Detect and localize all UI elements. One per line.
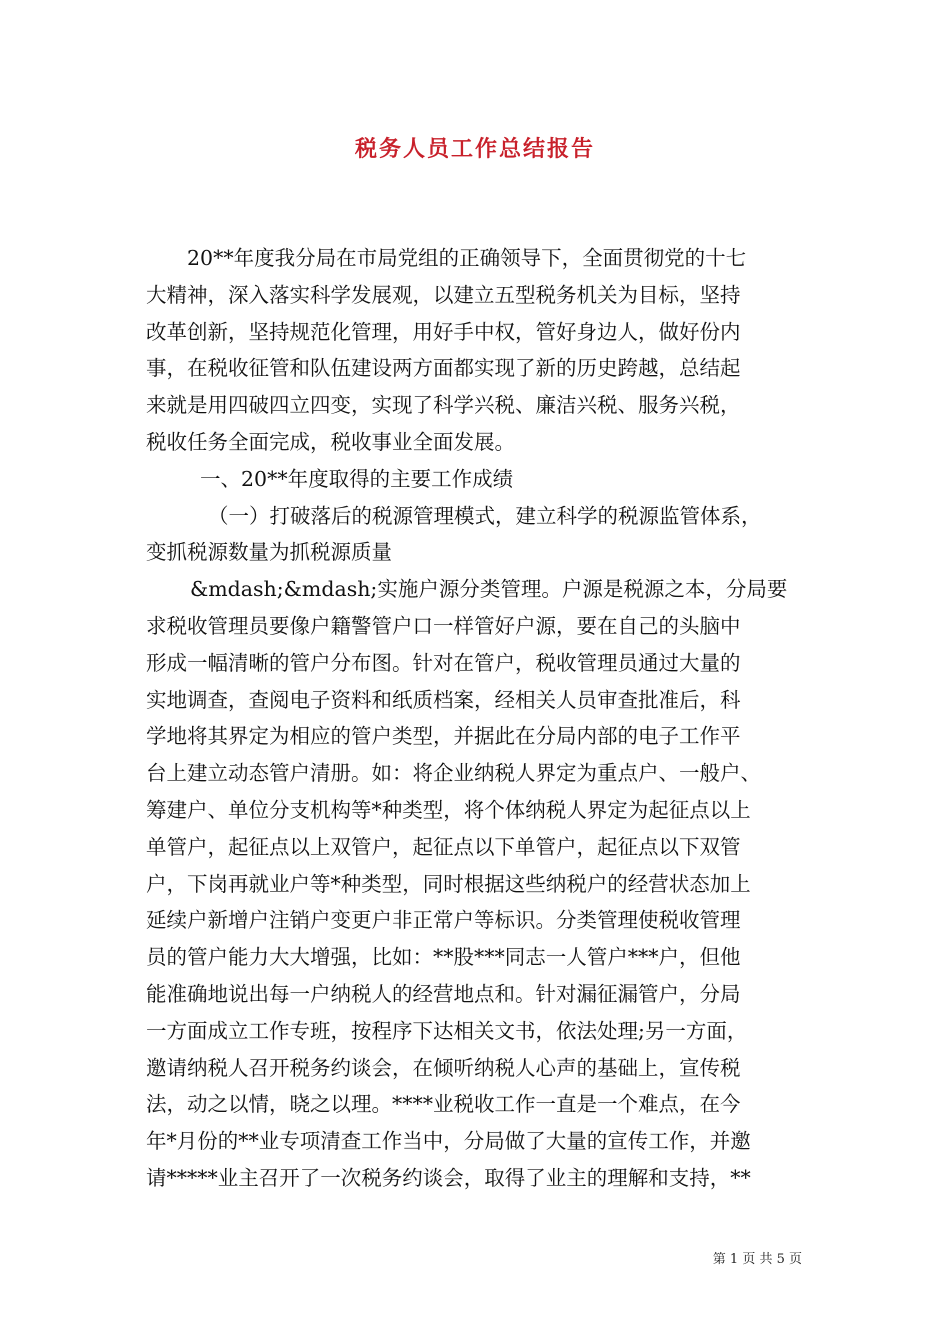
body-line: 形成一幅清晰的管户分布图。针对在管户，税收管理员通过大量的 [146,650,741,675]
body-line: 实地调查，查阅电子资料和纸质档案，经相关人员审查批准后，科 [146,687,741,712]
body-line: 筹建户、单位分支机构等*种类型，将个体纳税人界定为起征点以上 [146,797,751,822]
body-line: 一方面成立工作专班，按程序下达相关文书，依法处理;另一方面， [146,1018,748,1043]
body-line: 邀请纳税人召开税务约谈会，在倾听纳税人心声的基础上，宣传税 [146,1055,741,1080]
document-body [146,240,806,1197]
body-line: 法，动之以情，晓之以理。****业税收工作一直是一个难点，在今 [146,1092,741,1117]
document-title: 税务人员工作总结报告 [354,137,595,162]
body-line: 台上建立动态管户清册。如：将企业纳税人界定为重点户、一般户、 [146,761,761,786]
body-line: 20**年度我分局在市局党组的正确领导下，全面贯彻党的十七 [187,246,747,270]
body-line: 户，下岗再就业户等*种类型，同时根据这些纳税户的经营状态加上 [146,871,751,896]
body-line: 税收任务全面完成，税收事业全面发展。 [146,429,515,454]
body-line: 求税收管理员要像户籍警管户口一样管好户源，要在自己的头脑中 [146,613,741,638]
subsection-heading: （一）打破落后的税源管理模式，建立科学的税源监管体系， [208,503,762,528]
subsection-heading-cont: 变抓税源数量为抓税源质量 [146,540,392,565]
section-heading: 一、20**年度取得的主要工作成绩 [200,466,514,491]
body-line: 事，在税收征管和队伍建设两方面都实现了新的历史跨越，总结起 [146,356,741,381]
page-number: 第 1 页 共 5 页 [712,1252,802,1267]
body-line: 大精神，深入落实科学发展观，以建立五型税务机关为目标，坚持 [146,282,741,307]
body-line: 员的管户能力大大增强，比如：**股***同志一人管户***户，但他 [146,945,741,970]
body-line: 年*月份的**业专项清查工作当中，分局做了大量的宣传工作，并邀 [146,1129,751,1154]
body-line: 学地将其界定为相应的管户类型，并据此在分局内部的电子工作平 [146,724,741,749]
body-line: 能准确地说出每一户纳税人的经营地点和。针对漏征漏管户，分局 [146,981,741,1006]
body-line: 单管户，起征点以上双管户，起征点以下单管户，起征点以下双管 [146,834,741,859]
body-line: 延续户新增户注销户变更户非正常户等标识。分类管理使税收管理 [146,908,741,933]
body-line: 来就是用四破四立四变，实现了科学兴税、廉洁兴税、服务兴税， [146,393,741,418]
body-line: 改革创新，坚持规范化管理，用好手中权，管好身边人，做好份内 [146,319,741,344]
body-line: &mdash;&mdash;实施户源分类管理。户源是税源之本，分局要 [190,577,788,602]
body-line: 请*****业主召开了一次税务约谈会，取得了业主的理解和支持，** [146,1165,751,1190]
